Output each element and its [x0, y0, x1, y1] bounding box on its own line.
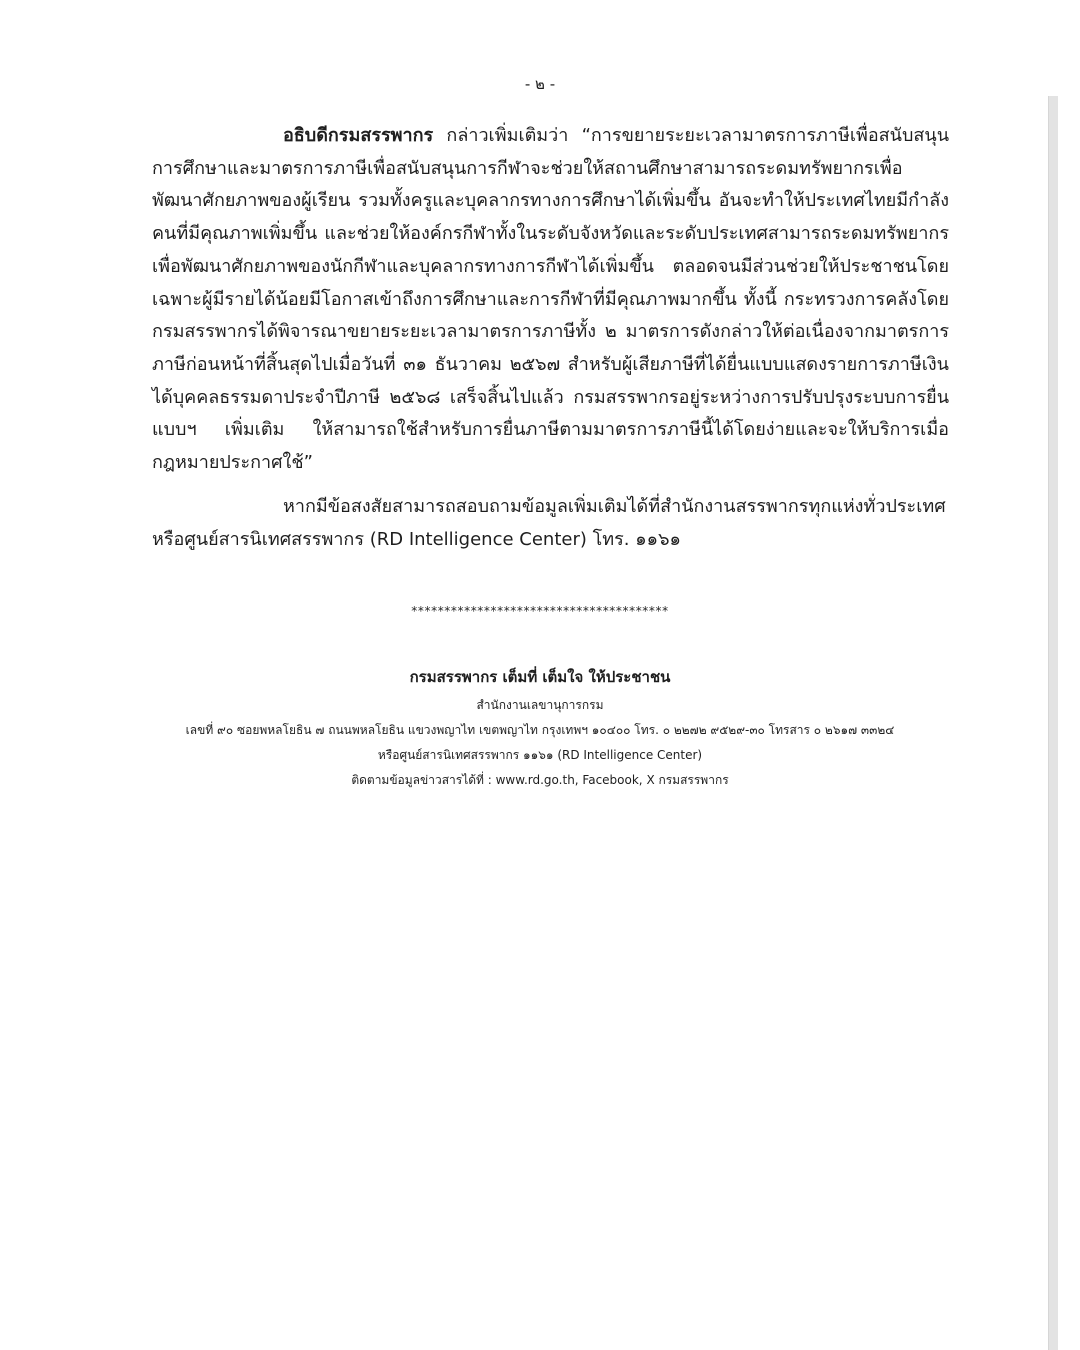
- director-statement-text: กล่าวเพิ่มเติมว่า “การขยายระยะเวลามาตรการภาษีเพื่อสนับสนุนการศึกษาและมาตรการภาษีเพื่อสนับสนุนการกีฬาจะช่วยให้สถานศึกษาสามารถระดมทรัพยากรเพื่อพัฒนาศักยภาพของผู้เรียน รวมทั้งครูและบุคลากรทางการศึกษาได้เพิ่มขึ้น อันจะทำให้ประเทศไทยมีกำลังคนที่มีคุณภาพเพิ่มขึ้น และช่วยให้องค์กรกีฬาทั้งในระดับจังหวัดและระดับประเทศสามารถระดมทรัพยากรเพื่อพัฒนาศักยภาพของนักกีฬาและบุคลากรทางการกีฬาได้เพิ่มขึ้น ตลอดจนมีส่วนช่วยให้ประชาชนโดยเฉพาะผู้มีรายได้น้อยมีโอกาสเข้าถึงการศึกษาและการกีฬาที่มีคุณภาพมากขึ้น ทั้งนี้ กระทรวงการคลังโดยกรมสรรพากรได้พิจารณาขยายระยะเวลามาตรการภาษีทั้ง ๒ มาตรการดังกล่าวให้ต่อเนื่องจากมาตรการภาษีก่อนหน้าที่สิ้นสุดไปเมื่อวันที่ ๓๑ ธันวาคม ๒๕๖๗ สำหรับผู้เสียภาษีที่ได้ยื่นแบบแสดงรายการภาษีเงินได้บุคคลธรรมดาประจำปีภาษี ๒๕๖๘ เสร็จสิ้นไปแล้ว กรมสรรพากรอยู่ระหว่างการปรับปรุงระบบการยื่นแบบฯ เพิ่มเติม ให้สามารถใช้สำหรับการยื่นภาษีตามมาตรการภาษีนี้ได้โดยง่ายและจะให้บริการเมื่อกฎหมายประกาศใช้”: [152, 125, 949, 474]
- page-number: - ๒ -: [524, 75, 556, 93]
- footer-office: สำนักงานเลขานุการกรม: [476, 698, 604, 712]
- director-title: อธิบดีกรมสรรพากร: [283, 125, 434, 146]
- footer-call-center: หรือศูนย์สารนิเทศสรรพากร ๑๑๖๑ (RD Intelligence Center): [377, 748, 703, 762]
- footer-slogan: กรมสรรพากร เต็มที่ เต็มใจ ให้ประชาชน: [409, 668, 671, 686]
- vertical-scrollbar[interactable]: [1048, 96, 1058, 1350]
- contact-info-text: หากมีข้อสงสัยสามารถสอบถามข้อมูลเพิ่มเติมได้ที่สำนักงานสรรพากรทุกแห่งทั่วประเทศหรือศูนย์สารนิเทศสรรพากร (RD Intelligence Center) โทร. ๑๑๖๑: [152, 496, 946, 550]
- paragraph-director-statement: [152, 120, 949, 480]
- paragraph-contact-info: [152, 491, 949, 556]
- asterisk-divider: ***************************************: [411, 604, 669, 618]
- footer-follow-links: ติดตามข้อมูลข่าวสารได้ที่ : www.rd.go.th, Facebook, X กรมสรรพากร: [351, 773, 729, 787]
- footer-address: เลขที่ ๙๐ ซอยพหลโยธิน ๗ ถนนพหลโยธิน แขวงพญาไท เขตพญาไท กรุงเทพฯ ๑๐๔๐๐ โทร. ๐ ๒๒๗๒ ๙๕๒๙-๓๐ โทรสาร ๐ ๒๖๑๗ ๓๓๒๔: [185, 723, 895, 737]
